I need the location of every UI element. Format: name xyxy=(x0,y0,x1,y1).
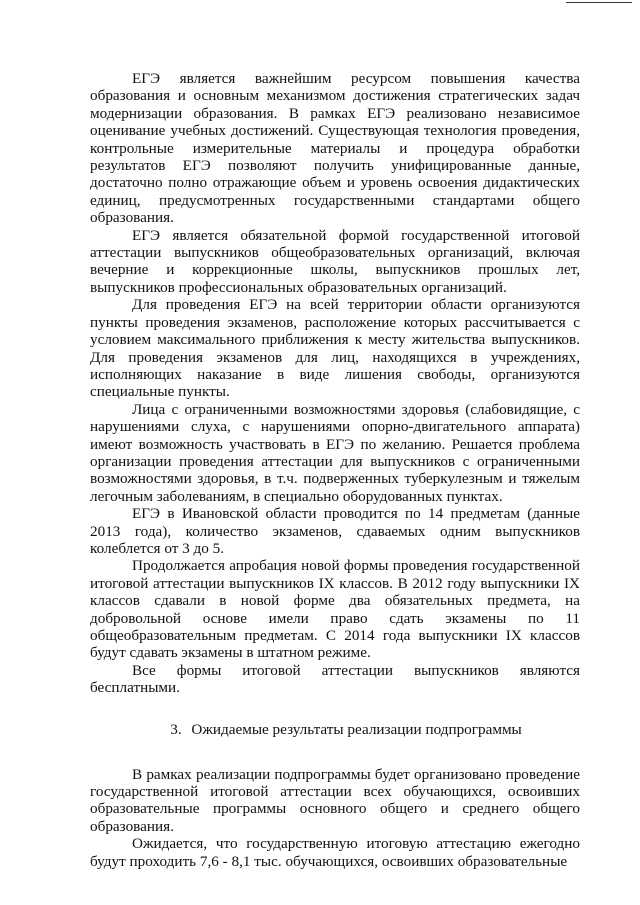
paragraph-exam-points: Для проведения ЕГЭ на всей территории области организуются пункты проведения экзаменов, расположение которых рассчитывается с условием максимального приближения к месту жительства выпускников. Для проведения экзаменов для лиц, находящихся в учреждениях, исполняющих наказание в виде лишения свободы, организуются специальные пункты. xyxy=(90,296,580,401)
paragraph-disabilities: Лица с ограниченными возможностями здоровья (слабовидящие, с нарушениями слуха, с нарушениями опорно-двигательного аппарата) имеют возможность участвовать в ЕГЭ по желанию. Решается проблема организации проведения аттестации для выпускников с ограниченными возможностями здоровья, в т.ч. подверженных туберкулезным и тяжелым легочным заболеваниям, в специально оборудованных пунктах. xyxy=(90,400,580,505)
section-title: Ожидаемые результаты реализации подпрограммы xyxy=(191,720,522,738)
paragraph-ege-resource: ЕГЭ является важнейшим ресурсом повышения качества образования и основным механизмом достижения стратегических задач модернизации образования. В рамках ЕГЭ реализовано независимое оценивание учебных достижений. Существующая технология проведения, контрольные измерительные материалы и процедура обработки результатов ЕГЭ позволяют получить унифицированные данные, достаточно полно отражающие объем и уровень освоения дидактических единиц, предусмотренных государственными стандартами общего образования. xyxy=(90,70,580,227)
paragraph-grade9-approbation: Продолжается апробация новой формы проведения государственной итоговой аттестации выпускников IX классов. В 2012 году выпускники IX классов сдавали в новой форме два обязательных предмета, на добровольной основе имели право сдать экзамены по 11 общеобразовательным предметам. С 2014 года выпускники IX классов будут сдавать экзамены в штатном режиме. xyxy=(90,557,580,662)
section-heading xyxy=(90,721,580,739)
paragraph-ivanovo-subjects: ЕГЭ в Ивановской области проводится по 14 предметам (данные 2013 года), количество экзаменов, сдаваемых одним выпускников колеблется от 3 до 5. xyxy=(90,505,580,557)
section-number: 3. xyxy=(170,720,182,738)
paragraph-free-of-charge: Все формы итоговой аттестации выпускников являются бесплатными. xyxy=(90,661,580,697)
paragraph-subprogram-attestation: В рамках реализации подпрограммы будет организовано проведение государственной итоговой аттестации всех обучающихся, освоивших образовательные программы основного общего и среднего общего образования. xyxy=(90,765,580,835)
corner-rule xyxy=(566,2,632,3)
paragraph-ege-mandatory: ЕГЭ является обязательной формой государственной итоговой аттестации выпускников общеобразовательных организаций, включая вечерние и коррекционные школы, выпускников прошлых лет, выпускников профессиональных образовательных организаций. xyxy=(90,226,580,296)
document-page xyxy=(90,70,580,870)
paragraph-expected-count: Ожидается, что государственную итоговую аттестацию ежегодно будут проходить 7,6 - 8,1 тыс. обучающихся, освоивших образовательные xyxy=(90,835,580,870)
